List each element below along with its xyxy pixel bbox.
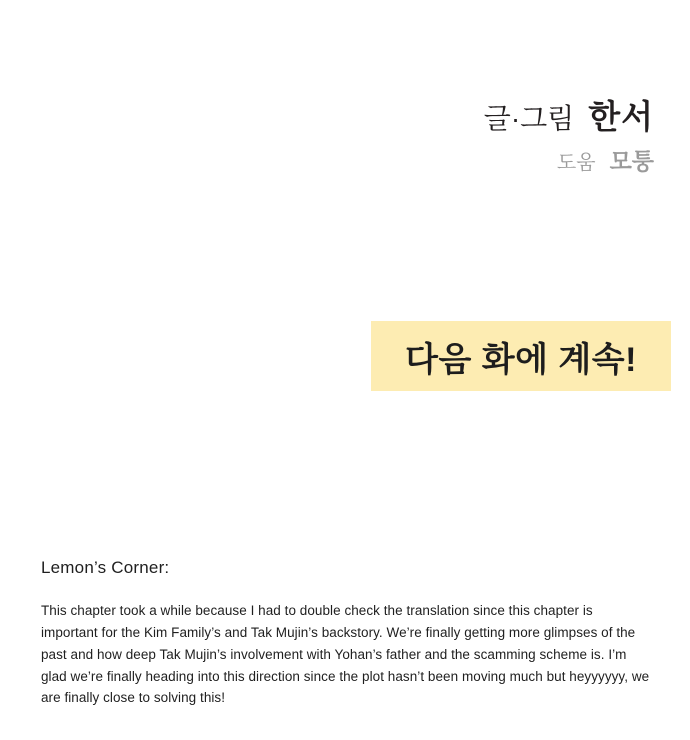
translator-note-title: Lemon’s Corner: — [41, 558, 170, 577]
credit-assistant-role: 도움 — [556, 152, 596, 175]
credit-assistant-name: 모퉁 — [609, 148, 654, 175]
credit-author-name: 한서 — [588, 98, 654, 135]
credit-author-line — [484, 96, 654, 137]
credit-author-role: 글·그림 — [483, 103, 575, 134]
credits-block — [484, 96, 654, 177]
translator-note — [41, 558, 653, 709]
credit-assistant-line — [484, 147, 654, 177]
next-episode-banner — [371, 321, 671, 391]
translator-note-body: This chapter took a while because I had to double check the translation since this chapter is important for the Kim Family’s and Tak Mujin’s backstory. We’re finally getting more glimpses of the past and how deep Tak Mujin’s involvement with Yohan’s father and the scamming scheme is. I’m glad we’re finally heading into this direction since the plot hasn’t been moving much but heyyyyyy, we are finally close to solving this! — [41, 603, 650, 706]
next-episode-banner-text: 다음 화에 계속! — [405, 340, 637, 379]
